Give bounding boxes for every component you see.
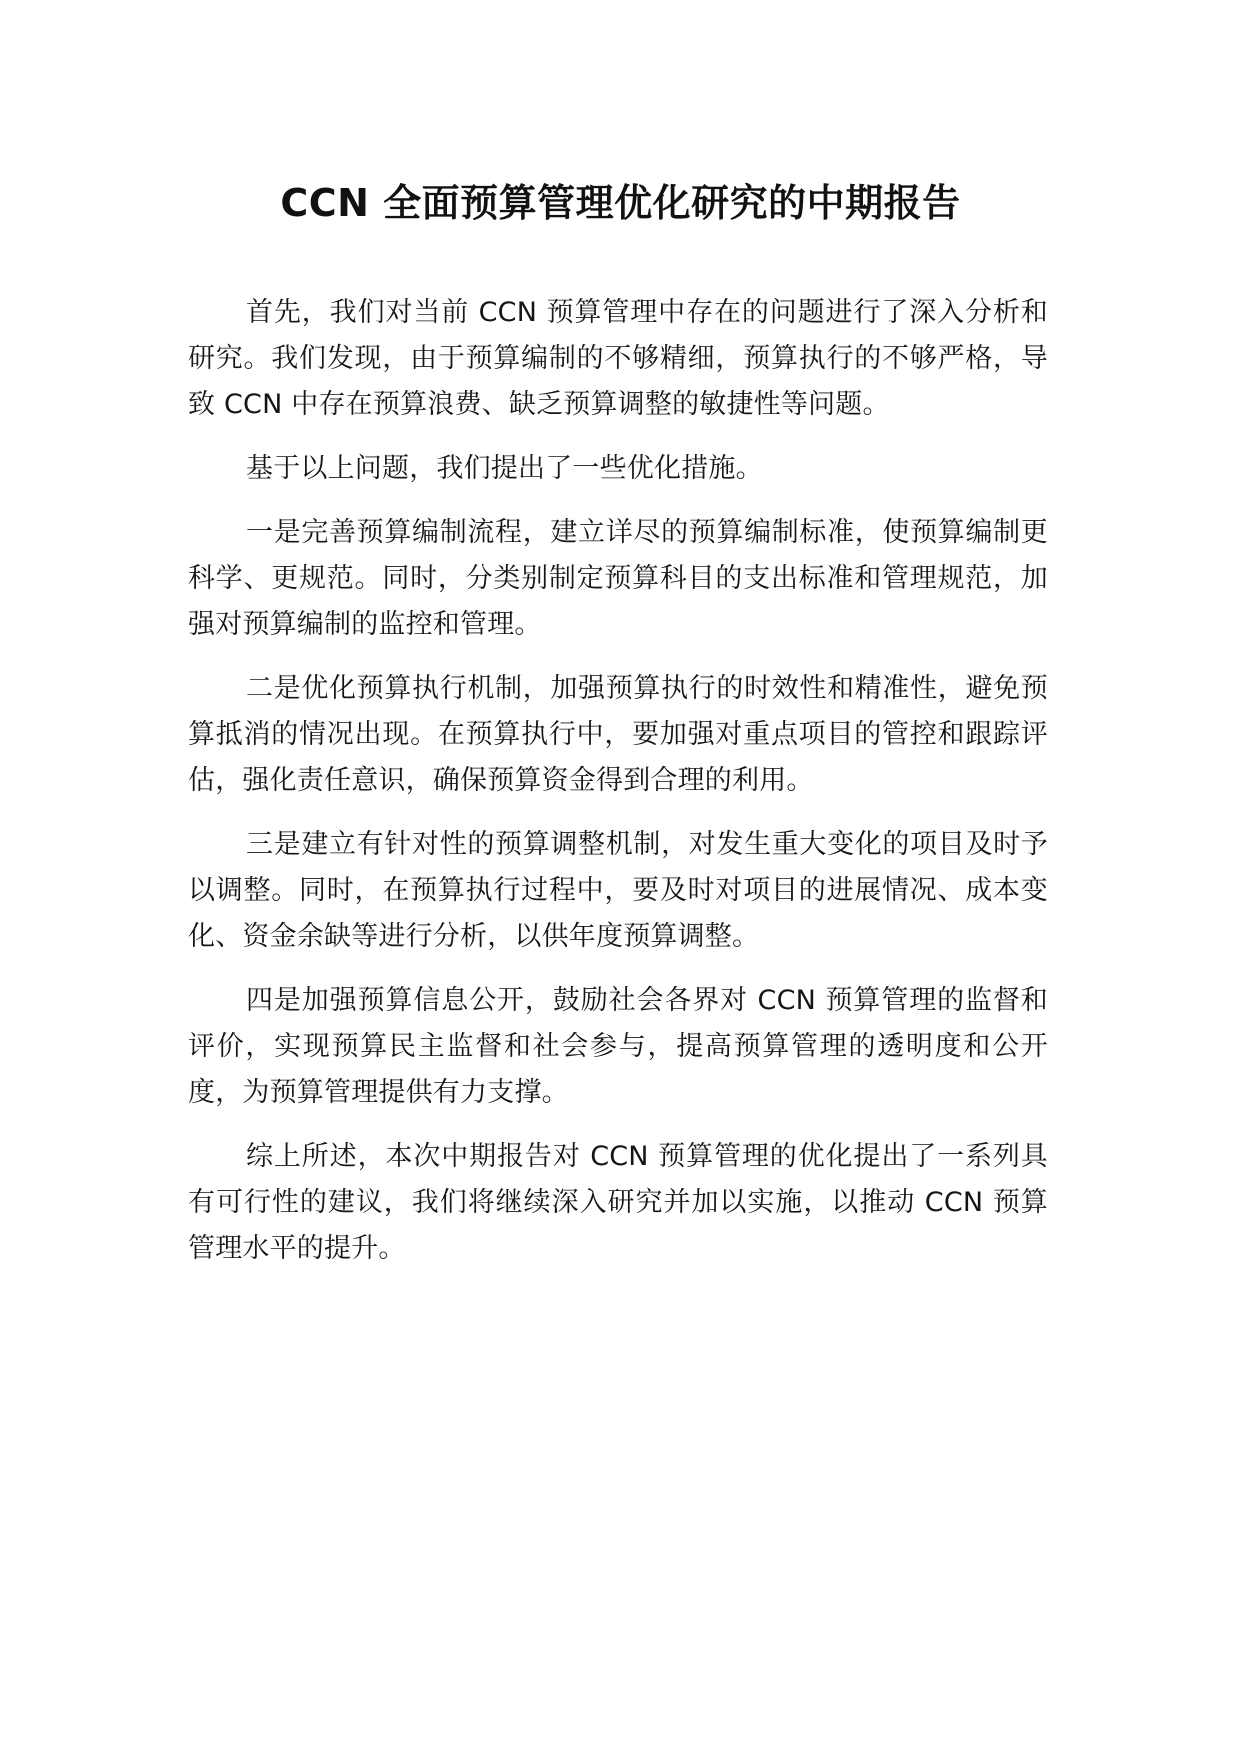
document-title: CCN 全面预算管理优化研究的中期报告 [280,181,961,225]
paragraph-measure-three: 三是建立有针对性的预算调整机制，对发生重大变化的项目及时予以调整。同时，在预算执行过程中，要及时对项目的进展情况、成本变化、资金余缺等进行分析，以供年度预算调整。 [188,829,1048,952]
paragraph-measure-two: 二是优化预算执行机制，加强预算执行的时效性和精准性，避免预算抵消的情况出现。在预算执行中，要加强对重点项目的管控和跟踪评估，强化责任意识，确保预算资金得到合理的利用。 [188,673,1048,796]
paragraph-measure-one: 一是完善预算编制流程，建立详尽的预算编制标准，使预算编制更科学、更规范。同时，分类别制定预算科目的支出标准和管理规范，加强对预算编制的监控和管理。 [188,517,1048,640]
paragraph-measure-four: 四是加强预算信息公开，鼓励社会各界对 CCN 预算管理的监督和评价，实现预算民主监督和社会参与，提高预算管理的透明度和公开度，为预算管理提供有力支撑。 [188,985,1048,1108]
paragraph-conclusion: 综上所述，本次中期报告对 CCN 预算管理的优化提出了一系列具有可行性的建议，我们将继续深入研究并加以实施，以推动 CCN 预算管理水平的提升。 [188,1141,1048,1264]
paragraph-intro: 首先，我们对当前 CCN 预算管理中存在的问题进行了深入分析和研究。我们发现，由于预算编制的不够精细，预算执行的不够严格，导致 CCN 中存在预算浪费、缺乏预算调整的敏捷性等问题。 [188,297,1048,420]
paragraph-measures-lead: 基于以上问题，我们提出了一些优化措施。 [246,453,763,484]
document-body [188,290,1048,1290]
